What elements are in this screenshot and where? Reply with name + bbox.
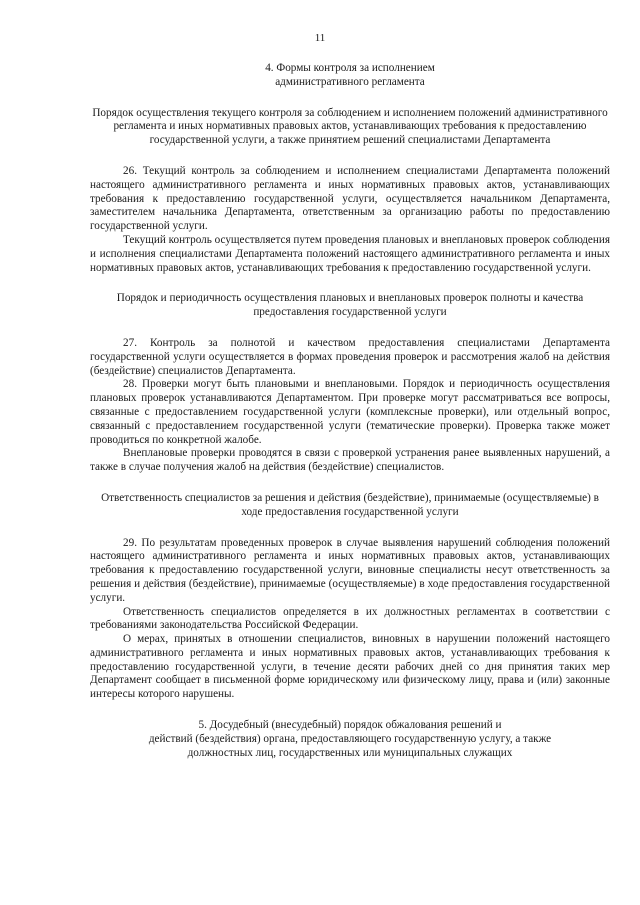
- paragraph-29-measures: О мерах, принятых в отношении специалистов, виновных в нарушении положений настоящего административного регламента и иных нормативных правовых актов, устанавливающих требования к предоставлению государственной услуги, в течение десяти рабочих дней со дня принятия таких мер Департамент сообщает в письменной форме юридическому или физическому лицу, права и (или) законные интересы которого нарушены.: [90, 633, 610, 701]
- subheading-responsibility: Ответственность специалистов за решения и действия (бездействие), принимаемые (осуществляемые) в ходе предоставления государственной услуги: [101, 491, 599, 518]
- page-content: [90, 62, 610, 760]
- paragraph-26: 26. Текущий контроль за соблюдением и исполнением специалистами Департамента положений настоящего административного регламента и иных нормативных правовых актов, устанавливающих требования к предоставлению государственной услуги, осуществляется начальником Департамента, заместителем начальника Департамента, ответственным за организацию работы по предоставлению государственной услуги.: [90, 164, 610, 233]
- paragraph-29: 29. По результатам проведенных проверок в случае выявления нарушений соблюдения положений настоящего административного регламента и иных нормативных правовых актов, устанавливающих требования к предоставлению государственной услуги, виновные специалисты несут ответственность за решения и действия (бездействие), принимаемые (осуществляемые) в ходе предоставления государственной услуги.: [90, 536, 610, 604]
- paragraph-29-continued: Ответственность специалистов определяется в их должностных регламентах в соответствии с требованиями законодательства Российской Федерации.: [90, 605, 610, 632]
- subheading-inspections: Порядок и периодичность осуществления плановых и внеплановых проверок полноты и качества предоставления государственной услуги: [116, 292, 584, 319]
- section-5-title: 5. Досудебный (внесудебный) порядок обжалования решений и действий (бездействия) органа, предоставляющего государственную услугу, а также должностных лиц, государственных или муниципальных служащих: [148, 719, 552, 759]
- subheading-current-control: Порядок осуществления текущего контроля за соблюдением и исполнением положений административного регламента и иных нормативных правовых актов, устанавливающих требования к предоставлению государственной услуги, а также принятием решений специалистами Департамента: [92, 106, 608, 147]
- paragraph-28: 28. Проверки могут быть плановыми и внеплановыми. Порядок и периодичность осуществления плановых проверок устанавливаются Департаментом. При проверке могут рассматриваться все вопросы, связанные с предоставлением государственной услуги (комплексные проверки), или отдельный вопрос, связанный с предоставлением государственной услуги (тематические проверки). Проверка также может проводиться по конкретной жалобе.: [90, 378, 610, 446]
- paragraph-27: 27. Контроль за полнотой и качеством предоставления специалистами Департамента государственной услуги осуществляется в формах проведения проверок и рассмотрения жалоб на действия (бездействие) специалистов Департамента.: [90, 336, 610, 377]
- paragraph-26-continued: Текущий контроль осуществляется путем проведения плановых и внеплановых проверок соблюдения и исполнения специалистами Департамента положений настоящего административного регламента и иных нормативных правовых актов, устанавливающих требования к предоставлению государственной услуги.: [90, 233, 611, 274]
- section-4-title: 4. Формы контроля за исполнением административного регламента: [265, 62, 435, 88]
- page-number: 11: [314, 32, 326, 44]
- paragraph-28-continued: Внеплановые проверки проводятся в связи с проверкой устранения ранее выявленных нарушений, а также в случае получения жалоб на действия (бездействие) специалистов.: [90, 447, 610, 474]
